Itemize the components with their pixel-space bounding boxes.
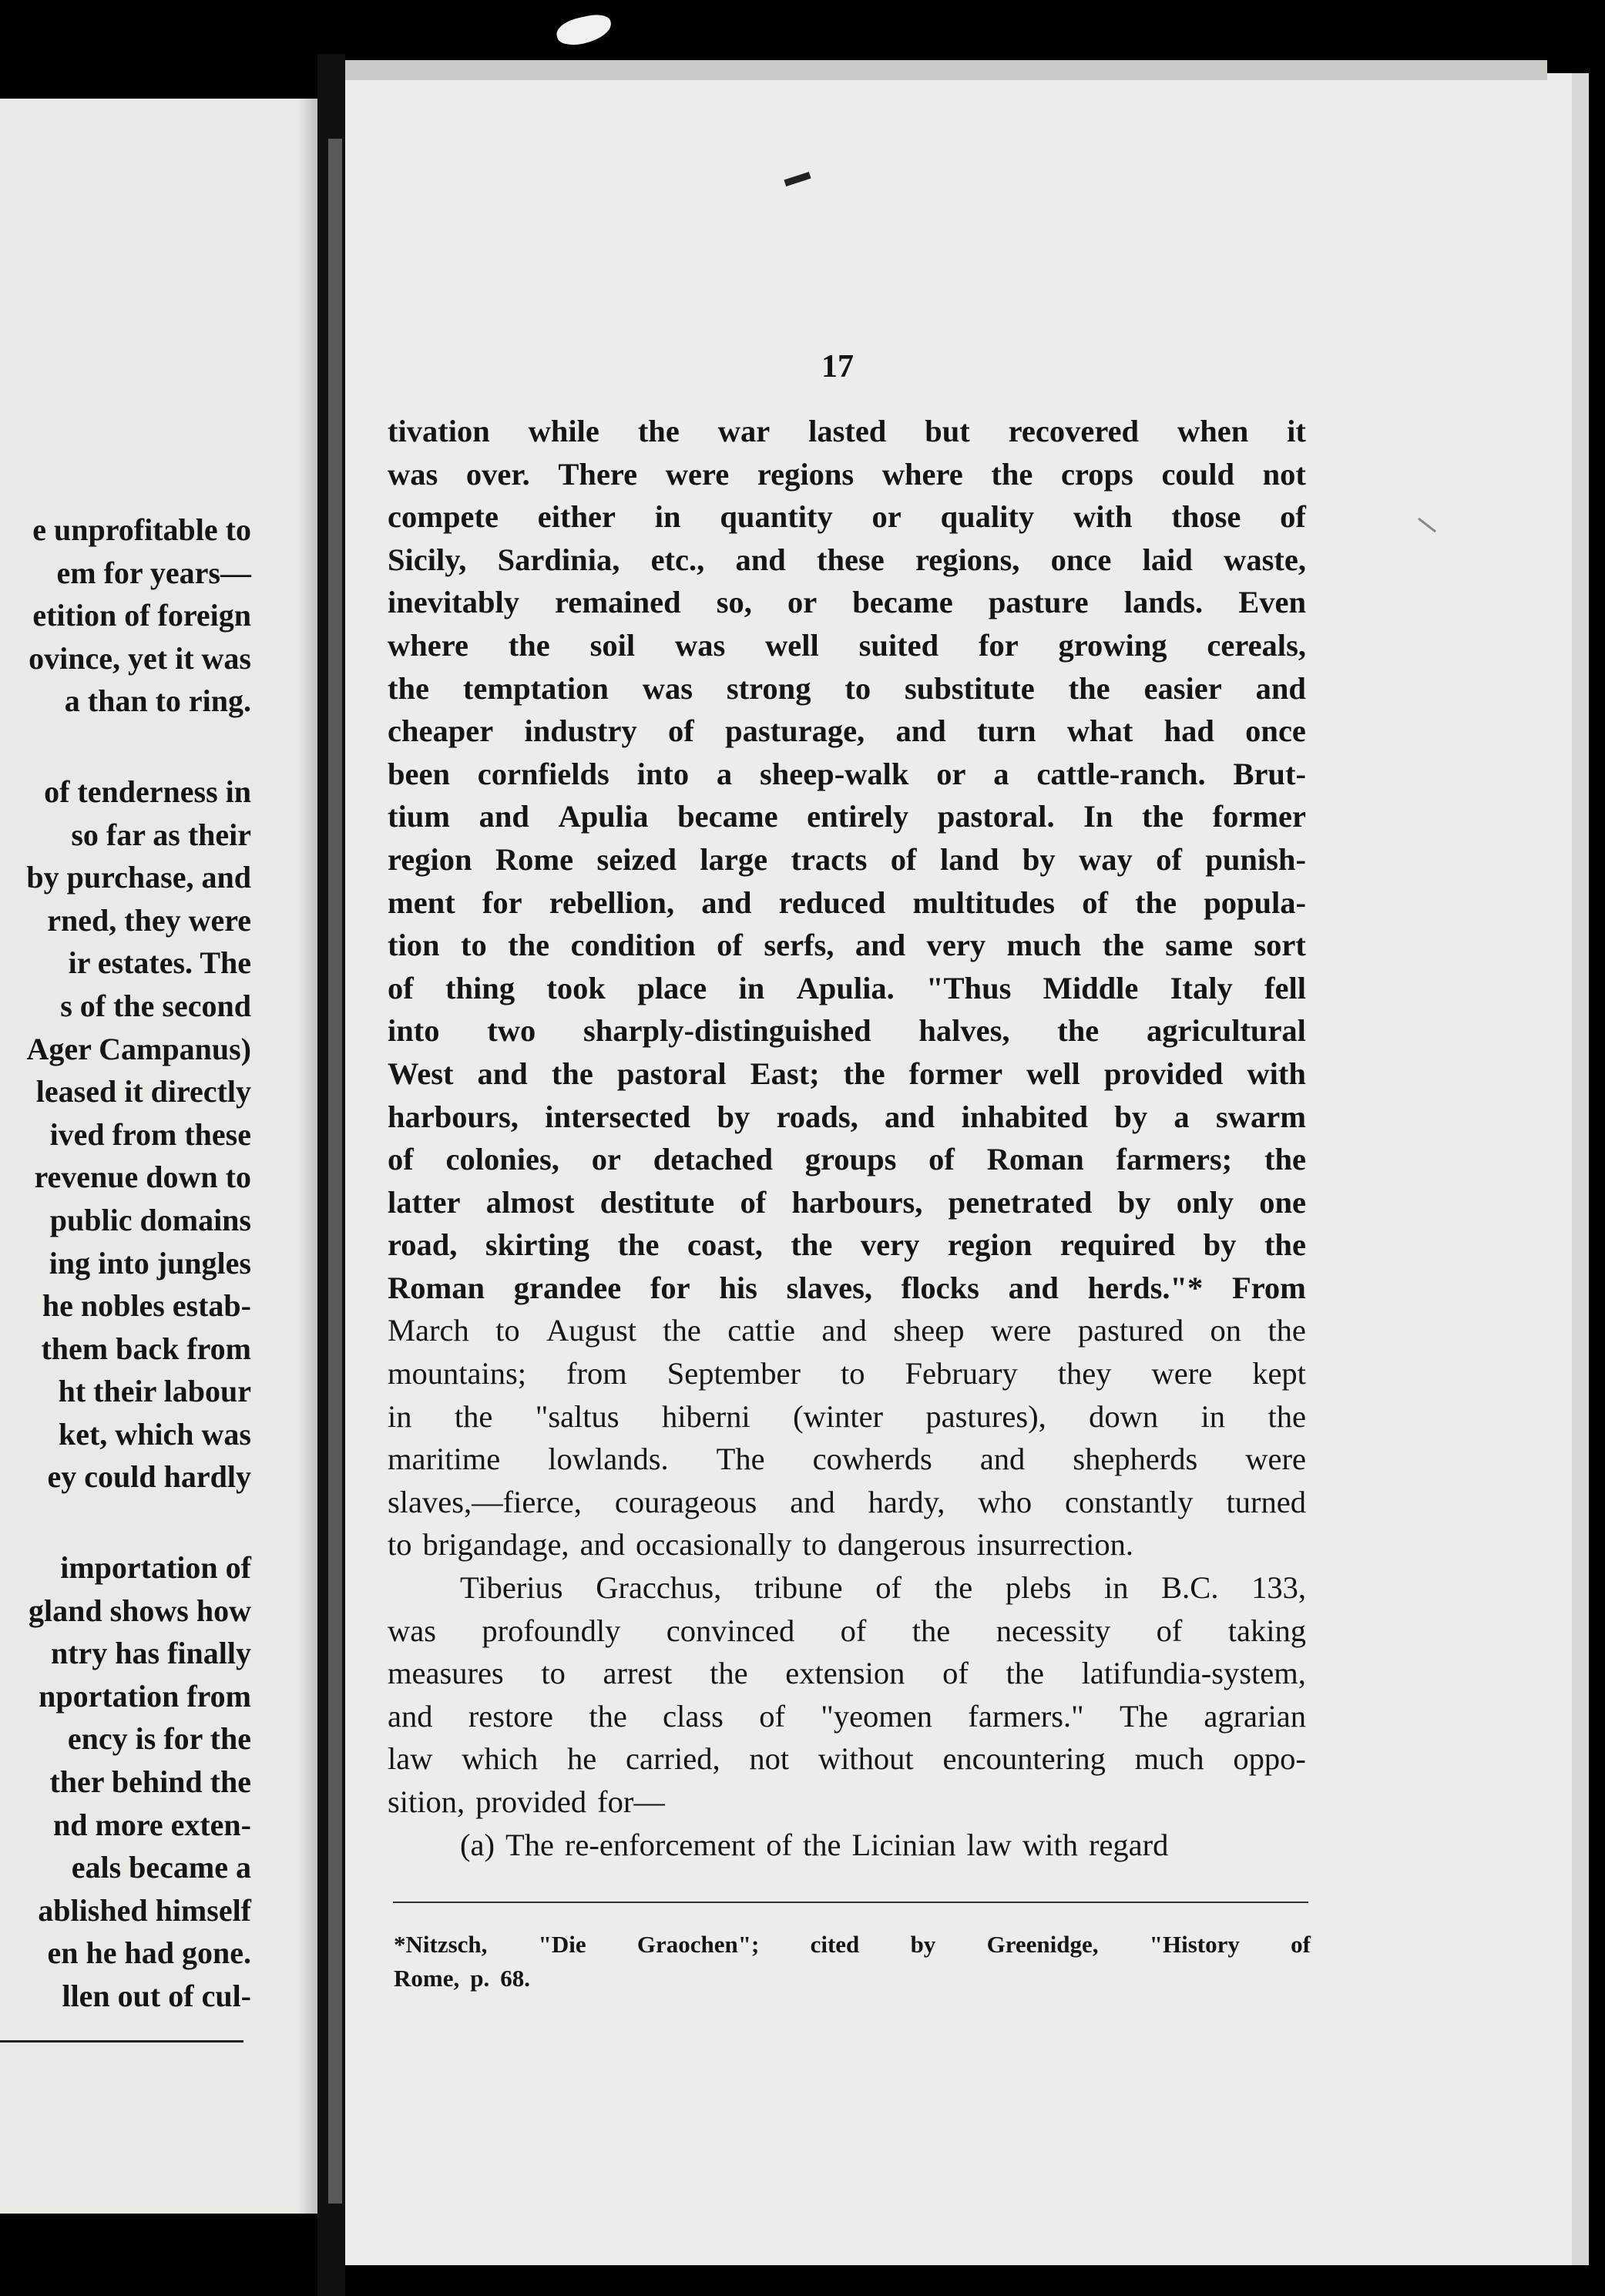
text-line: Roman grandee for his slaves, flocks and herds."* From [388, 1270, 1306, 1305]
text-line: mountains; from September to February they were kept [388, 1356, 1306, 1391]
left-text-line: ing into jungles [49, 1245, 251, 1281]
text-line: measures to arrest the extension of the latifundia-system, [388, 1656, 1306, 1691]
left-text-line: a than to ring. [64, 683, 251, 719]
left-text-line: em for years— [56, 555, 251, 590]
left-text-line: by purchase, and [26, 860, 251, 895]
left-text-line: importation of [60, 1550, 251, 1586]
left-text-line: nd more exten- [53, 1807, 251, 1842]
left-text-line: public domains [49, 1202, 251, 1237]
footnote-line: Rome, p. 68. [394, 1965, 530, 1992]
left-text-line: Ager Campanus) [26, 1031, 251, 1066]
left-text-line: llen out of cul- [62, 1979, 251, 2013]
text-line: of thing took place in Apulia. "Thus Middle Italy fell [388, 970, 1306, 1005]
page-right-edge [1572, 73, 1589, 2265]
left-text-line: leased it directly [35, 1074, 251, 1109]
left-text-line: ther behind the [49, 1764, 251, 1800]
left-text-line: ir estates. The [68, 945, 251, 981]
left-text-line: rned, they were [47, 902, 251, 938]
text-line: slaves,—fierce, courageous and hardy, who constantly turned [388, 1484, 1306, 1519]
left-page-text [0, 509, 251, 2018]
left-text-line: so far as their [71, 817, 251, 852]
text-line: where the soil was well suited for growing cereals, [388, 627, 1306, 663]
text-line: cheaper industry of pasturage, and turn what had once [388, 713, 1306, 749]
text-line: law which he carried, not without encountering much oppo- [388, 1741, 1306, 1777]
text-line: of colonies, or detached groups of Roman farmers; the [388, 1142, 1306, 1177]
left-text-line: ency is for the [67, 1721, 251, 1757]
left-text-line: e unprofitable to [32, 512, 251, 547]
left-text-line: ived from these [49, 1116, 251, 1152]
text-line: West and the pastoral East; the former well provided with [388, 1056, 1306, 1091]
left-page-edge-shadow [297, 99, 317, 2214]
body-text [388, 410, 1306, 1866]
text-line: Sicily, Sardinia, etc., and these regions, once laid waste, [388, 542, 1306, 577]
paper-blot [554, 12, 613, 49]
left-text-line: s of the second [60, 988, 251, 1023]
text-line: compete either in quantity or quality with those of [388, 499, 1306, 535]
page-top-edge [345, 60, 1547, 80]
text-line: was profoundly convinced of the necessity of taking [388, 1613, 1306, 1648]
text-line: Tiberius Gracchus, tribune of the plebs in B.C. 133, [460, 1570, 1306, 1606]
text-line: the temptation was strong to substitute the easier and [388, 670, 1306, 706]
text-line: latter almost destitute of harbours, penetrated by only one [388, 1184, 1306, 1220]
footnote-line: *Nitzsch, "Die Graochen"; cited by Greenidge, "History of [394, 1931, 1311, 1958]
text-line: region Rome seized large tracts of land by way of punish- [388, 841, 1306, 877]
left-text-line: revenue down to [34, 1160, 251, 1195]
left-text-line: ey could hardly [47, 1459, 251, 1495]
footnote [394, 1928, 1311, 1996]
left-text-line: ovince, yet it was [29, 640, 251, 676]
text-line: in the "saltus hiberni (winter pastures), down in the [388, 1398, 1306, 1434]
left-text-line: them back from [41, 1331, 251, 1366]
text-line: into two sharply-distinguished halves, the agricultural [388, 1013, 1306, 1049]
left-text-line: of tenderness in [44, 774, 251, 809]
left-text-line: ablished himself [38, 1892, 251, 1928]
text-line: was over. There were regions where the crops could not [388, 456, 1306, 492]
left-text-line: gland shows how [28, 1593, 251, 1628]
footnote-rule [393, 1902, 1308, 1903]
text-line: tion to the condition of serfs, and very much the same sort [388, 928, 1306, 963]
left-text-line: ht their labour [58, 1374, 251, 1409]
text-line: tivation while the war lasted but recovered when it [388, 414, 1306, 448]
text-line: road, skirting the coast, the very region required by the [388, 1227, 1306, 1263]
left-text-line: nportation from [39, 1678, 251, 1714]
text-line: March to August the cattie and sheep were pastured on the [388, 1313, 1306, 1348]
left-text-line: en he had gone. [47, 1935, 251, 1971]
text-line: tium and Apulia became entirely pastoral. In the former [388, 799, 1306, 834]
left-text-line [0, 723, 251, 770]
binding-edge [328, 139, 342, 2204]
text-line: been cornfields into a sheep-walk or a cattle-ranch. Brut- [388, 756, 1306, 791]
left-text-line [0, 1499, 251, 1546]
text-line: inevitably remained so, or became pasture lands. Even [388, 585, 1306, 620]
left-page-fragment [0, 99, 317, 2214]
text-line: harbours, intersected by roads, and inhabited by a swarm [388, 1099, 1306, 1134]
left-text-line: etition of foreign [32, 598, 251, 633]
left-text-line: he nobles estab- [42, 1288, 251, 1324]
text-line: maritime lowlands. The cowherds and shepherds were [388, 1442, 1306, 1477]
text-line: to brigandage, and occasionally to dangerous insurrection. [388, 1527, 1134, 1563]
left-text-line: ntry has finally [50, 1636, 251, 1671]
page-number: 17 [821, 349, 854, 384]
text-line: (a) The re-enforcement of the Licinian law with regard [460, 1827, 1169, 1862]
text-line: and restore the class of "yeomen farmers." The agrarian [388, 1698, 1306, 1734]
text-line: ment for rebellion, and reduced multitudes of the popula- [388, 884, 1306, 920]
left-footnote-rule [0, 2040, 243, 2043]
text-line: sition, provided for— [388, 1784, 665, 1819]
left-text-line: eals became a [71, 1850, 251, 1885]
left-text-line: ket, which was [58, 1416, 251, 1452]
